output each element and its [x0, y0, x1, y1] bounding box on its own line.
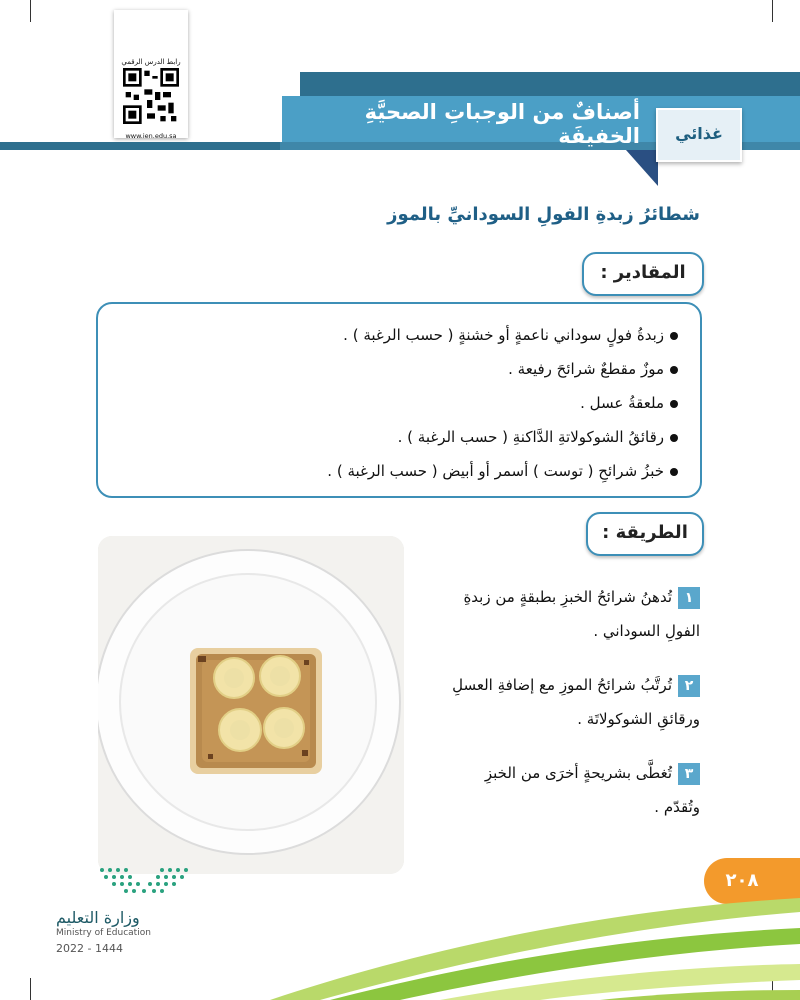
bullet-icon	[670, 366, 678, 374]
step-line	[420, 756, 700, 790]
ingredient-text: ملعقةُ عسل .	[580, 394, 664, 412]
header-band-top	[300, 72, 800, 96]
step-text: تُغطَّى بشريحةٍ أخرَى من الخبزِ	[484, 764, 672, 782]
step-text: تُدهنُ شرائحُ الخبزِ بطبقةٍ من زبدةِ	[463, 588, 672, 606]
page-number: ٢٠٨	[725, 870, 759, 891]
bullet-icon	[670, 400, 678, 408]
tag-fold	[626, 150, 658, 186]
step-number: ٣	[678, 763, 700, 785]
header-band-stripe-dark	[0, 142, 280, 150]
step-number: ١	[678, 587, 700, 609]
edition-year: 2022 - 1444	[56, 942, 123, 955]
step-number: ٢	[678, 675, 700, 697]
ingredients-heading	[582, 252, 704, 296]
unit-title: أصنافٌ من الوجباتِ الصحيَّةِ الخفيفَة	[364, 100, 640, 148]
ministry-english: Ministry of Education	[56, 928, 151, 938]
list-item	[118, 386, 678, 420]
list-item	[118, 420, 678, 454]
qr-url[interactable]: www.ien.edu.sa	[125, 132, 177, 140]
step-line	[420, 702, 700, 736]
method-step	[420, 580, 700, 648]
section-tag-label: غذائي	[675, 124, 723, 143]
list-item	[118, 352, 678, 386]
step-line	[420, 790, 700, 824]
bullet-icon	[670, 332, 678, 340]
step-text: تُرتَّبُ شرائحُ الموزِ مع إضافةِ العسلِ	[452, 676, 672, 694]
method-heading	[586, 512, 704, 556]
ingredients-box	[96, 302, 702, 498]
step-text: ورقائقِ الشوكولاتَة .	[577, 710, 700, 728]
bullet-icon	[670, 434, 678, 442]
list-item	[118, 454, 678, 488]
method-heading-label: الطريقة :	[602, 522, 688, 543]
section-tag	[656, 108, 742, 162]
method-step	[420, 668, 700, 736]
ingredient-text: زبدةُ فولٍ سوداني ناعمةٍ أو خشنةٍ ( حسب الرغبة ) .	[343, 326, 664, 344]
green-swoosh-decoration	[0, 880, 800, 1000]
qr-caption: رابط الدرس الرقمي	[121, 58, 181, 66]
ingredient-text: خبزُ شرائحِ ( توست ) أسمر أو أبيض ( حسب الرغبة ) .	[327, 462, 664, 480]
crop-mark	[772, 0, 773, 22]
method-step	[420, 756, 700, 824]
step-line	[420, 614, 700, 648]
qr-code-card[interactable]	[114, 10, 188, 138]
ingredient-text: موزٌ مقطعٌ شرائحَ رفيعة .	[508, 360, 664, 378]
step-text: وتُقدّم .	[654, 798, 700, 816]
step-line	[420, 580, 700, 614]
ministry-arabic: وزارة التعليم	[56, 908, 140, 927]
sandwich-plate-image	[98, 536, 404, 874]
ingredients-heading-label: المقادير :	[600, 262, 686, 283]
qr-code-icon	[123, 68, 179, 124]
sandwich-photo	[98, 536, 404, 874]
crop-mark	[30, 0, 31, 22]
step-line	[420, 668, 700, 702]
list-item	[118, 318, 678, 352]
ingredients-list	[118, 318, 678, 488]
bullet-icon	[670, 468, 678, 476]
recipe-title: شطائرُ زبدةِ الفولِ السودانيِّ بالموز	[387, 204, 700, 225]
step-text: الفولِ السوداني .	[593, 622, 700, 640]
ingredient-text: رقائقُ الشوكولاتةِ الدَّاكنةِ ( حسب الرغبة ) .	[397, 428, 664, 446]
